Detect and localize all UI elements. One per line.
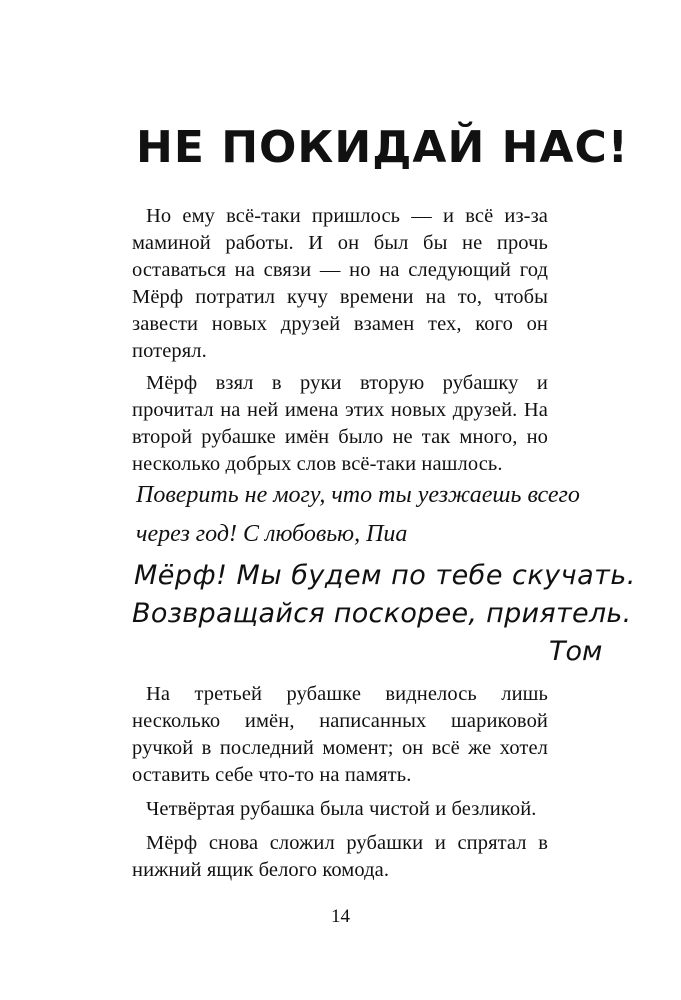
paragraph: Но ему всё-таки пришлось — и всё из-за маминой работы. И он был бы не прочь оставаться на связи — но на следующий год Мёрф потратил кучу времени на то, чтобы завести новых друзей взамен тех, кого он потерял. — [132, 205, 548, 362]
body-text-top — [132, 203, 548, 478]
handwritten-note-tom — [132, 560, 636, 670]
paragraph: Четвёртая рубашка была чистой и безликой. — [146, 798, 537, 820]
note-line: Возвращайся поскорее, приятель. — [132, 598, 632, 629]
paragraph: Мёрф взял в руки вторую рубашку и прочитал на ней имена этих новых друзей. На второй рубашке имён было не так много, но несколько добрых слов всё-таки нашлось. — [132, 372, 548, 475]
paragraph: Мёрф снова сложил рубашки и спрятал в нижний ящик белого комода. — [132, 832, 548, 881]
chapter-title: НЕ ПОКИДАЙ НАС! — [136, 122, 629, 173]
note-line: Поверить не могу, что ты уезжаешь всего — [136, 482, 580, 508]
handwritten-note-pia — [136, 476, 580, 554]
page-number: 14 — [331, 906, 350, 927]
paragraph: На третьей рубашке виднелось лишь несколько имён, написанных шариковой ручкой в последний момент; он всё же хотел оставить себе что-то на память. — [132, 683, 548, 786]
note-line: Мёрф! Мы будем по тебе скучать. — [134, 560, 636, 591]
note-signature: Том — [549, 636, 603, 667]
note-line: через год! С любовью, Пиа — [136, 521, 408, 547]
body-text-bottom — [132, 681, 548, 884]
